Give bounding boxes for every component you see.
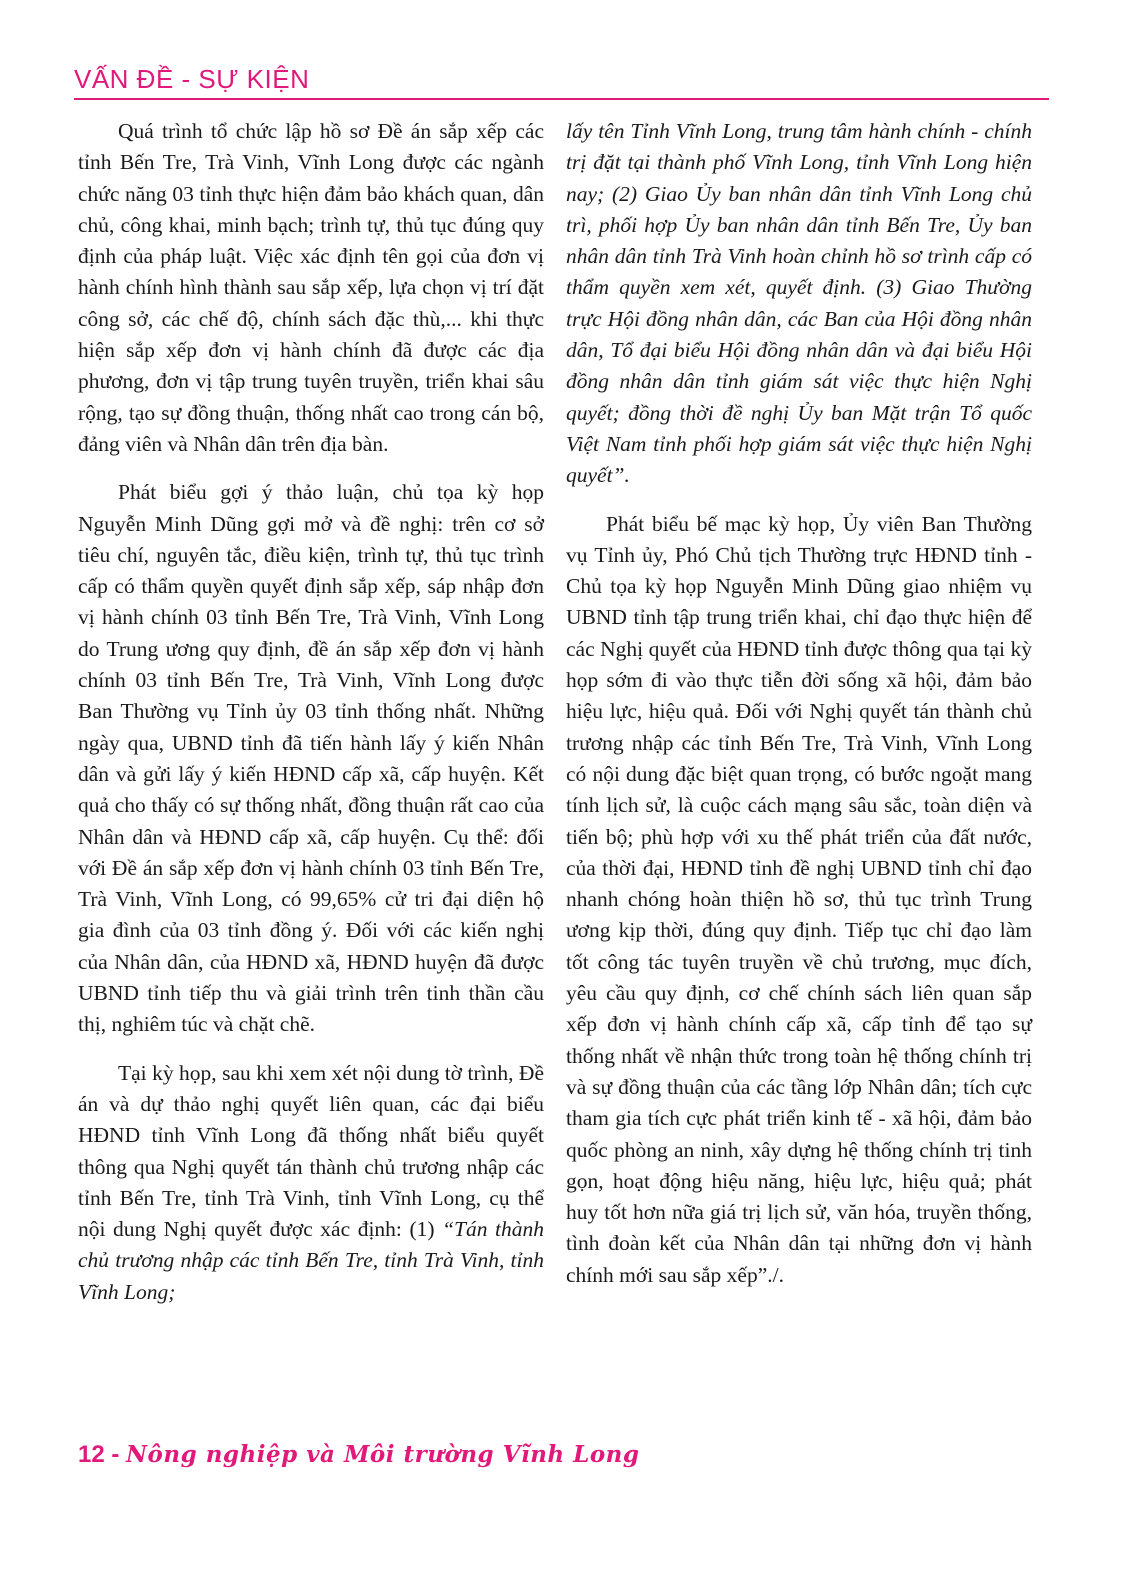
quote-text: “Tán thành chủ trương nhập các tỉnh Bến Tre, tỉnh Trà Vinh, tỉnh Vĩnh Long; <box>78 1217 545 1304</box>
section-title: VẤN ĐỀ - SỰ KIỆN <box>74 64 310 94</box>
page-number: 12 <box>78 1441 105 1468</box>
quote-text: lấy tên Tỉnh Vĩnh Long, trung tâm hành chính - chính trị đặt tại thành phố Vĩnh Long, tỉnh Vĩnh Long hiện nay; (2) Giao Ủy ban nhân dân tỉnh Vĩnh Long chủ trì, phối hợp Ủy ban nhân dân tỉnh Bến Tre, Ủy ban nhân dân tỉnh Trà Vinh hoàn chỉnh hồ sơ trình cấp có thẩm quyền xem xét, quyết định. (3) Giao Thường trực Hội đồng nhân dân, các Ban của Hội đồng nhân dân, Tổ đại biểu Hội đồng nhân dân và đại biểu Hội đồng nhân dân tỉnh giám sát việc thực hiện Nghị quyết; đồng thời đề nghị Ủy ban Mặt trận Tổ quốc Việt Nam tỉnh phối hợp giám sát việc thực hiện Nghị quyết”. <box>566 119 1032 488</box>
page-footer <box>78 1440 778 1470</box>
left-column <box>78 116 544 1325</box>
footer-separator: - <box>104 1441 127 1468</box>
header-divider <box>74 98 1049 100</box>
paragraph-text: Tại kỳ họp, sau khi xem xét nội dung tờ trình, Đề án và dự thảo nghị quyết liên quan, các đại biểu HĐND tỉnh Vĩnh Long đã thống nhất biểu quyết thông qua Nghị quyết tán thành chủ trương nhập các tỉnh Bến Tre, tỉnh Trà Vinh, tỉnh Vĩnh Long, cụ thể nội dung Nghị quyết được xác định: (1) <box>78 1060 544 1242</box>
right-column <box>566 116 1032 1308</box>
paragraph: Phát biểu gợi ý thảo luận, chủ tọa kỳ họp Nguyễn Minh Dũng gợi mở và đề nghị: trên cơ sở tiêu chí, nguyên tắc, điều kiện, trình tự, thủ tục trình cấp có thẩm quyền quyết định sắp xếp, sáp nhập đơn vị hành chính 03 tỉnh Bến Tre, Trà Vinh, Vĩnh Long do Trung ương quy định, đề án sắp xếp đơn vị hành chính 03 tỉnh Bến Tre, Trà Vinh, Vĩnh Long được Ban Thường vụ Tỉnh ủy 03 tỉnh thống nhất. Những ngày qua, UBND tỉnh đã tiến hành lấy ý kiến Nhân dân và gửi lấy ý kiến HĐND cấp xã, cấp huyện. Kết quả cho thấy có sự thống nhất, đồng thuận rất cao của Nhân dân và HĐND cấp xã, cấp huyện. Cụ thể: đối với Đề án sắp xếp đơn vị hành chính 03 tỉnh Bến Tre, Trà Vinh, Vĩnh Long, có 99,65% cử tri đại diện hộ gia đình của 03 tỉnh đồng ý. Đối với các kiến nghị của Nhân dân, của HĐND xã, HĐND huyện đã được UBND tỉnh tiếp thu và giải trình trên tinh thần cầu thị, nghiêm túc và chặt chẽ. <box>78 480 544 1037</box>
paragraph <box>78 1058 544 1308</box>
paragraph: Phát biểu bế mạc kỳ họp, Ủy viên Ban Thường vụ Tỉnh ủy, Phó Chủ tịch Thường trực HĐND tỉnh - Chủ tọa kỳ họp Nguyễn Minh Dũng giao nhiệm vụ UBND tỉnh tập trung triển khai, chỉ đạo thực hiện để các Nghị quyết của HĐND tỉnh được thông qua tại kỳ họp sớm đi vào thực tiễn đời sống xã hội, đảm bảo hiệu lực, hiệu quả. Đối với Nghị quyết tán thành chủ trương nhập các tỉnh Bến Tre, Trà Vinh, Vĩnh Long có nội dung đặc biệt quan trọng, có bước ngoặt mang tính lịch sử, là cuộc cách mạng sâu sắc, toàn diện và tiến bộ; phù hợp với xu thế phát triển của đất nước, của thời đại, HĐND tỉnh đề nghị UBND tỉnh chỉ đạo nhanh chóng hoàn thiện hồ sơ, thủ tục trình Trung ương kịp thời, đúng quy định. Tiếp tục chỉ đạo làm tốt công tác tuyên truyền về chủ trương, mục đích, yêu cầu quy định, cơ chế chính sách liên quan sắp xếp đơn vị hành chính cấp xã, cấp tỉnh để tạo sự thống nhất về nhận thức trong toàn hệ thống chính trị và sự đồng thuận của các tầng lớp Nhân dân; tích cực tham gia tích cực phát triển kinh tế - xã hội, đảm bảo quốc phòng an ninh, xây dựng hệ thống chính trị tinh gọn, hoạt động hiệu năng, hiệu lực, hiệu quả; phát huy tốt hơn nữa giá trị lịch sử, văn hóa, truyền thống, tình đoàn kết của Nhân dân tại những đơn vị hành chính mới sau sắp xếp”./. <box>566 511 1032 1287</box>
publication-name: Nông nghiệp và Môi trường Vĩnh Long <box>126 1441 640 1468</box>
paragraph <box>566 116 1032 492</box>
paragraph: Quá trình tổ chức lập hồ sơ Đề án sắp xếp các tỉnh Bến Tre, Trà Vinh, Vĩnh Long được các ngành chức năng 03 tỉnh thực hiện đảm bảo khách quan, dân chủ, công khai, minh bạch; trình tự, thủ tục đúng quy định của pháp luật. Việc xác định tên gọi của đơn vị hành chính hình thành sau sắp xếp, lựa chọn vị trí đặt công sở, các chế độ, chính sách đặc thù,... khi thực hiện sắp xếp đơn vị hành chính đã được các địa phương, đơn vị tập trung tuyên truyền, triển khai sâu rộng, tạo sự đồng thuận, thống nhất cao trong cán bộ, đảng viên và Nhân dân trên địa bàn. <box>78 119 544 456</box>
page-header <box>74 62 1049 100</box>
